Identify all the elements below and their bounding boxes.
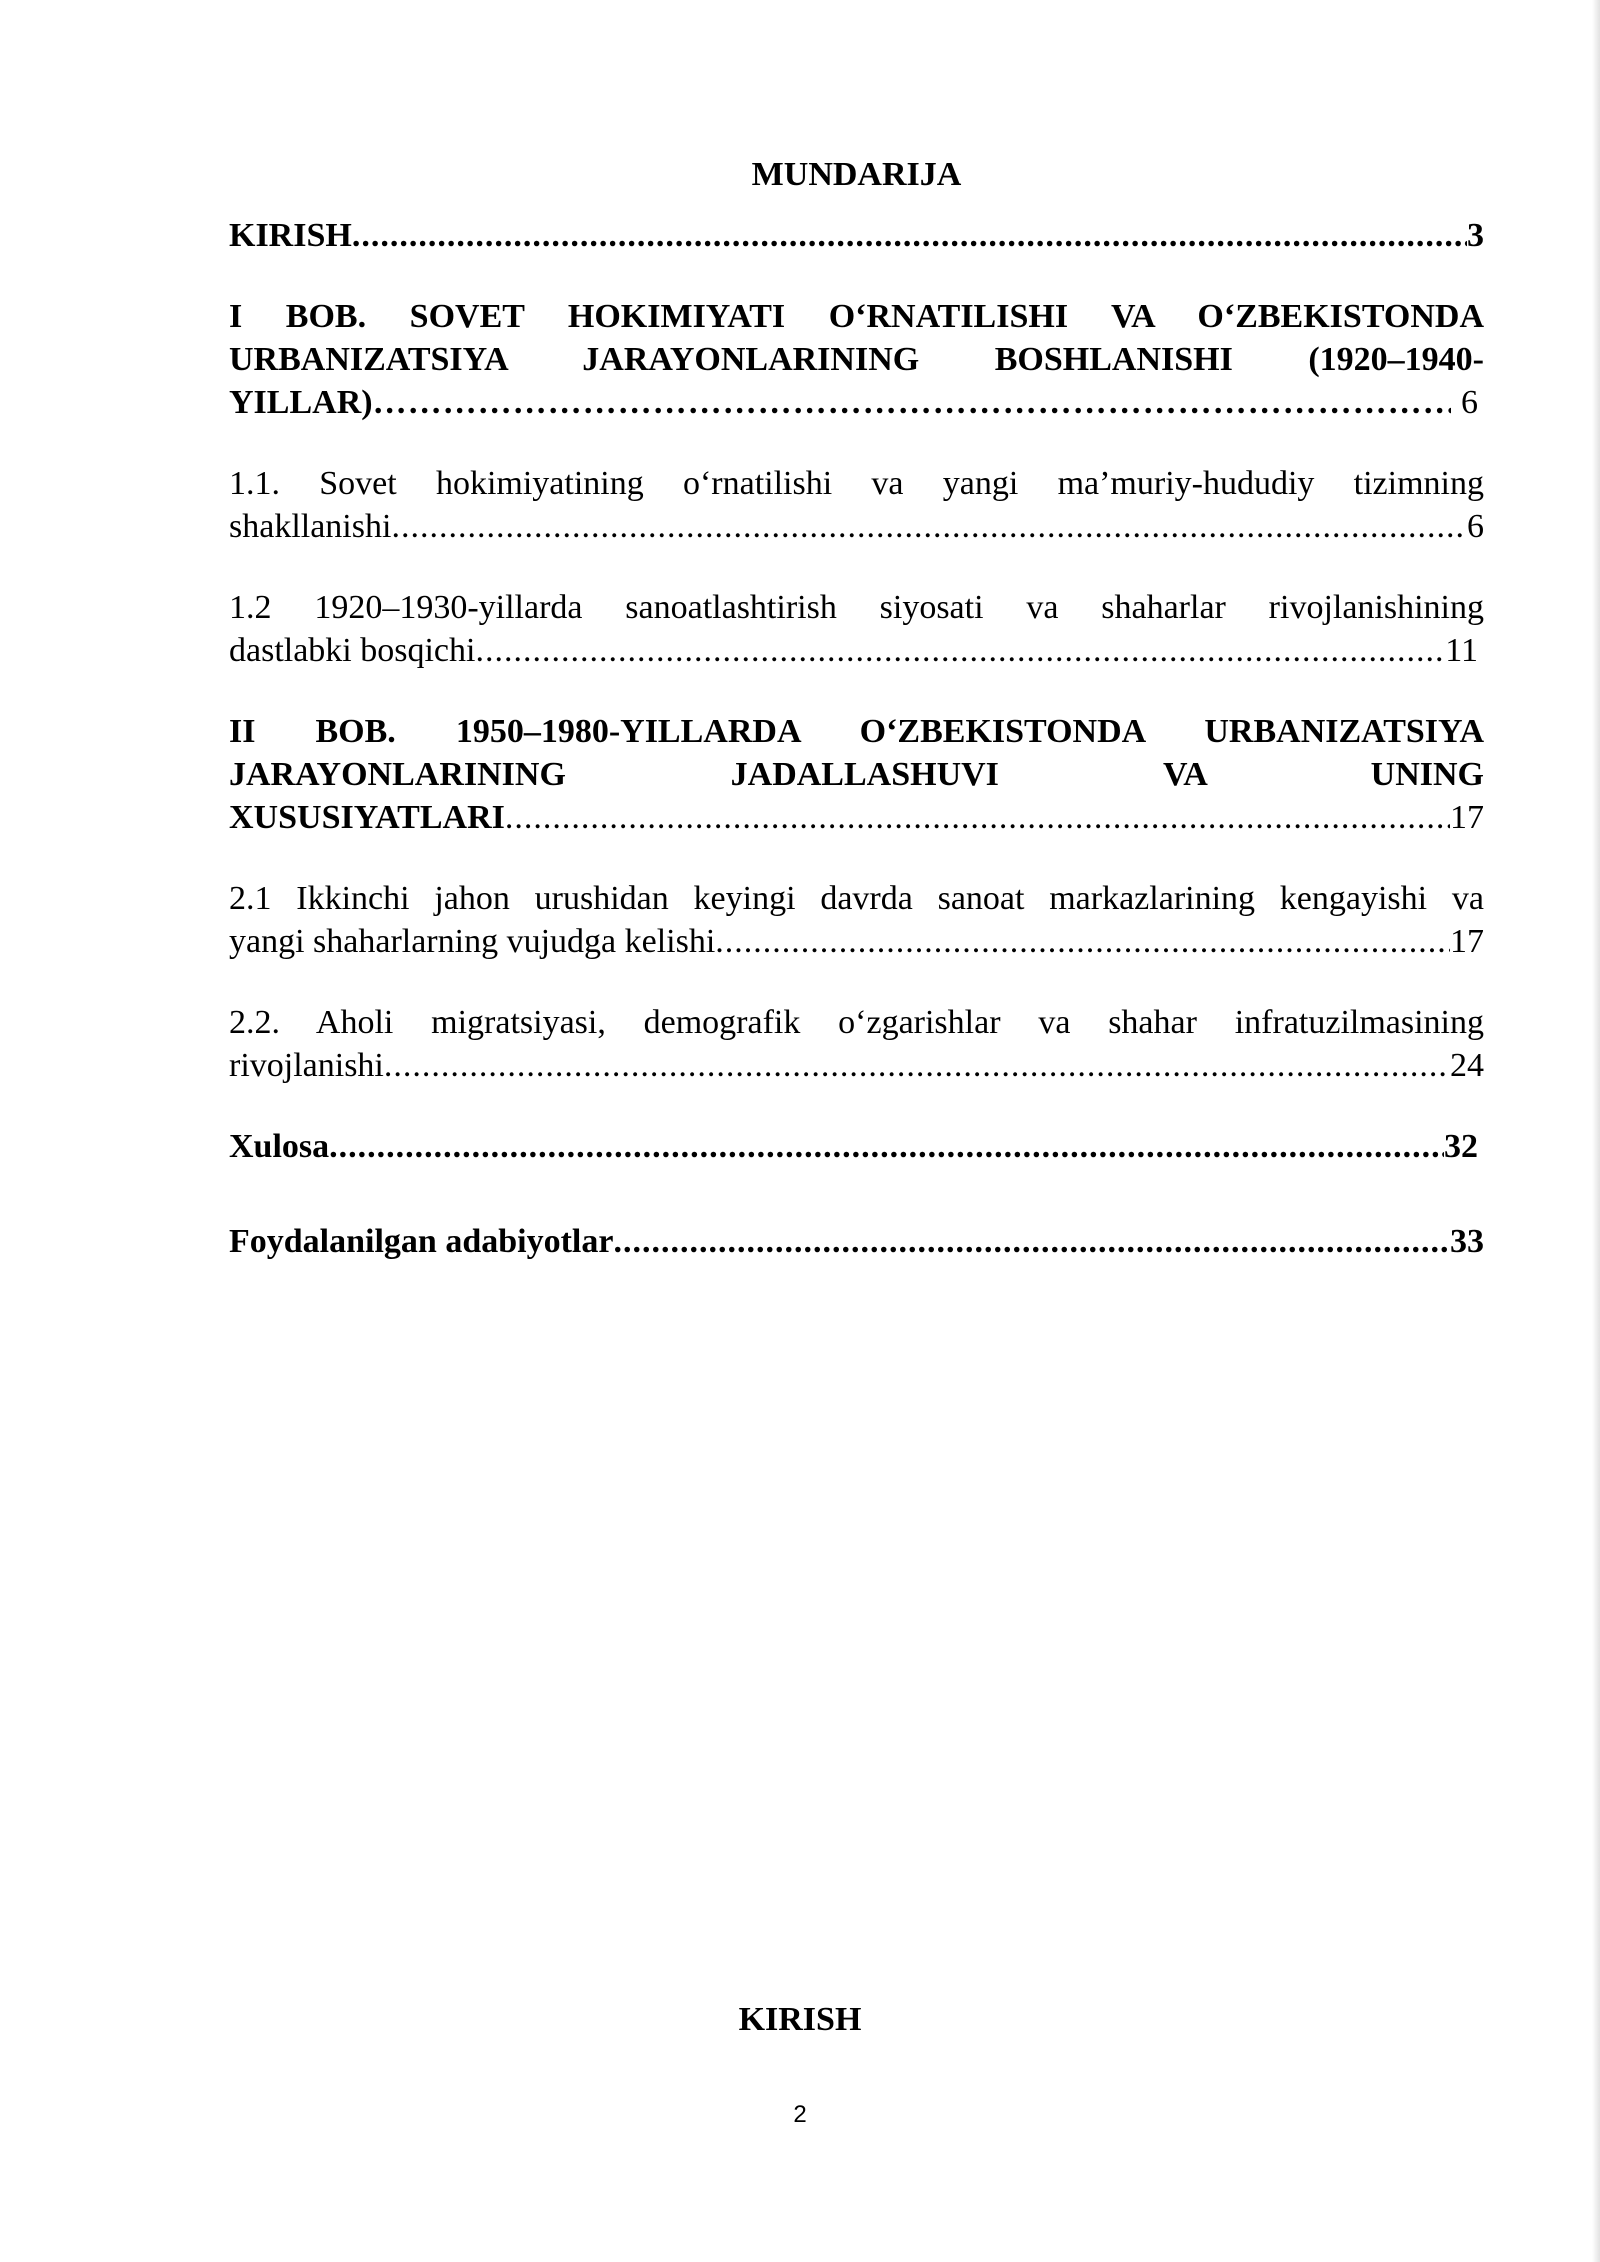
toc-entry-label: shakllanishi <box>229 508 392 545</box>
section-heading-kirish: KIRISH <box>738 2001 862 2038</box>
toc-entry-label: Foydalanilgan adabiyotlar <box>229 1223 614 1260</box>
dot-leader <box>352 214 1467 257</box>
toc-entry-line: 2.1 Ikkinchi jahon urushidan keyingi davrda sanoat markazlarining kengayishi va <box>229 880 1484 917</box>
toc-entry-section-2-1[interactable] <box>229 877 1484 963</box>
toc-entry-xulosa[interactable] <box>229 1125 1484 1168</box>
toc-page-number: 24 <box>1450 1047 1484 1084</box>
toc-entry-line: JARAYONLARINING JADALLASHUVI VA UNING <box>229 756 1484 793</box>
dot-leader <box>384 1044 1450 1087</box>
toc-page-number: 33 <box>1450 1223 1484 1260</box>
toc-entry-section-2-2[interactable] <box>229 1001 1484 1087</box>
toc-entry-chapter-1[interactable] <box>229 295 1484 424</box>
toc-page-number: 11 <box>1445 632 1478 669</box>
dot-leader <box>391 505 1467 548</box>
dot-leader <box>505 796 1450 839</box>
toc-entry-references[interactable] <box>229 1220 1484 1263</box>
toc-entry-label: KIRISH <box>229 217 352 254</box>
dot-leader <box>613 1220 1450 1263</box>
toc-entry-label: rivojlanishi <box>229 1047 384 1084</box>
toc-entry-section-1-2[interactable] <box>229 586 1484 672</box>
toc-entry-line: I BOB. SOVET HOKIMIYATI O‘RNATILISHI VA O‘ZBEKISTONDA <box>229 298 1484 335</box>
toc-entry-line: 2.2. Aholi migratsiyasi, demografik o‘zgarishlar va shahar infratuzilmasining <box>229 1004 1484 1041</box>
toc-entry-label: dastlabki bosqichi <box>229 632 476 669</box>
toc-entry-chapter-2[interactable] <box>229 710 1484 839</box>
toc-entry-line: II BOB. 1950–1980-YILLARDA O‘ZBEKISTONDA URBANIZATSIYA <box>229 713 1484 750</box>
toc-page-number: 6 <box>1467 508 1484 545</box>
toc-entry-label: YILLAR) <box>229 384 373 421</box>
toc-entry-label: XUSUSIYATLARI <box>229 799 505 836</box>
toc-entry-line: 1.1. Sovet hokimiyatining o‘rnatilishi va yangi ma’muriy-hududiy tizimning <box>229 465 1484 502</box>
dot-leader <box>373 381 1451 424</box>
page-number: 2 <box>793 2101 807 2128</box>
toc-entry-section-1-1[interactable] <box>229 462 1484 548</box>
toc-entry-line: URBANIZATSIYA JARAYONLARINING BOSHLANISHI (1920–1940- <box>229 341 1484 378</box>
toc-entry-kirish[interactable] <box>229 214 1484 257</box>
toc-page-number: 3 <box>1467 217 1484 254</box>
dot-leader <box>329 1125 1444 1168</box>
toc-title: MUNDARIJA <box>751 156 962 193</box>
toc-entry-label: yangi shaharlarning vujudga kelishi <box>229 923 716 960</box>
toc-entry-line: 1.2 1920–1930-yillarda sanoatlashtirish siyosati va shaharlar rivojlanishining <box>229 589 1484 626</box>
toc-entry-label: Xulosa <box>229 1128 330 1165</box>
table-of-contents <box>229 150 1484 1301</box>
toc-page-number: 32 <box>1444 1128 1478 1165</box>
dot-leader <box>475 629 1445 672</box>
page-edge-shadow <box>1592 0 1600 2262</box>
toc-page-number: 6 <box>1461 384 1478 421</box>
dot-leader <box>715 920 1450 963</box>
toc-page-number: 17 <box>1450 923 1484 960</box>
toc-page-number: 17 <box>1450 799 1484 836</box>
